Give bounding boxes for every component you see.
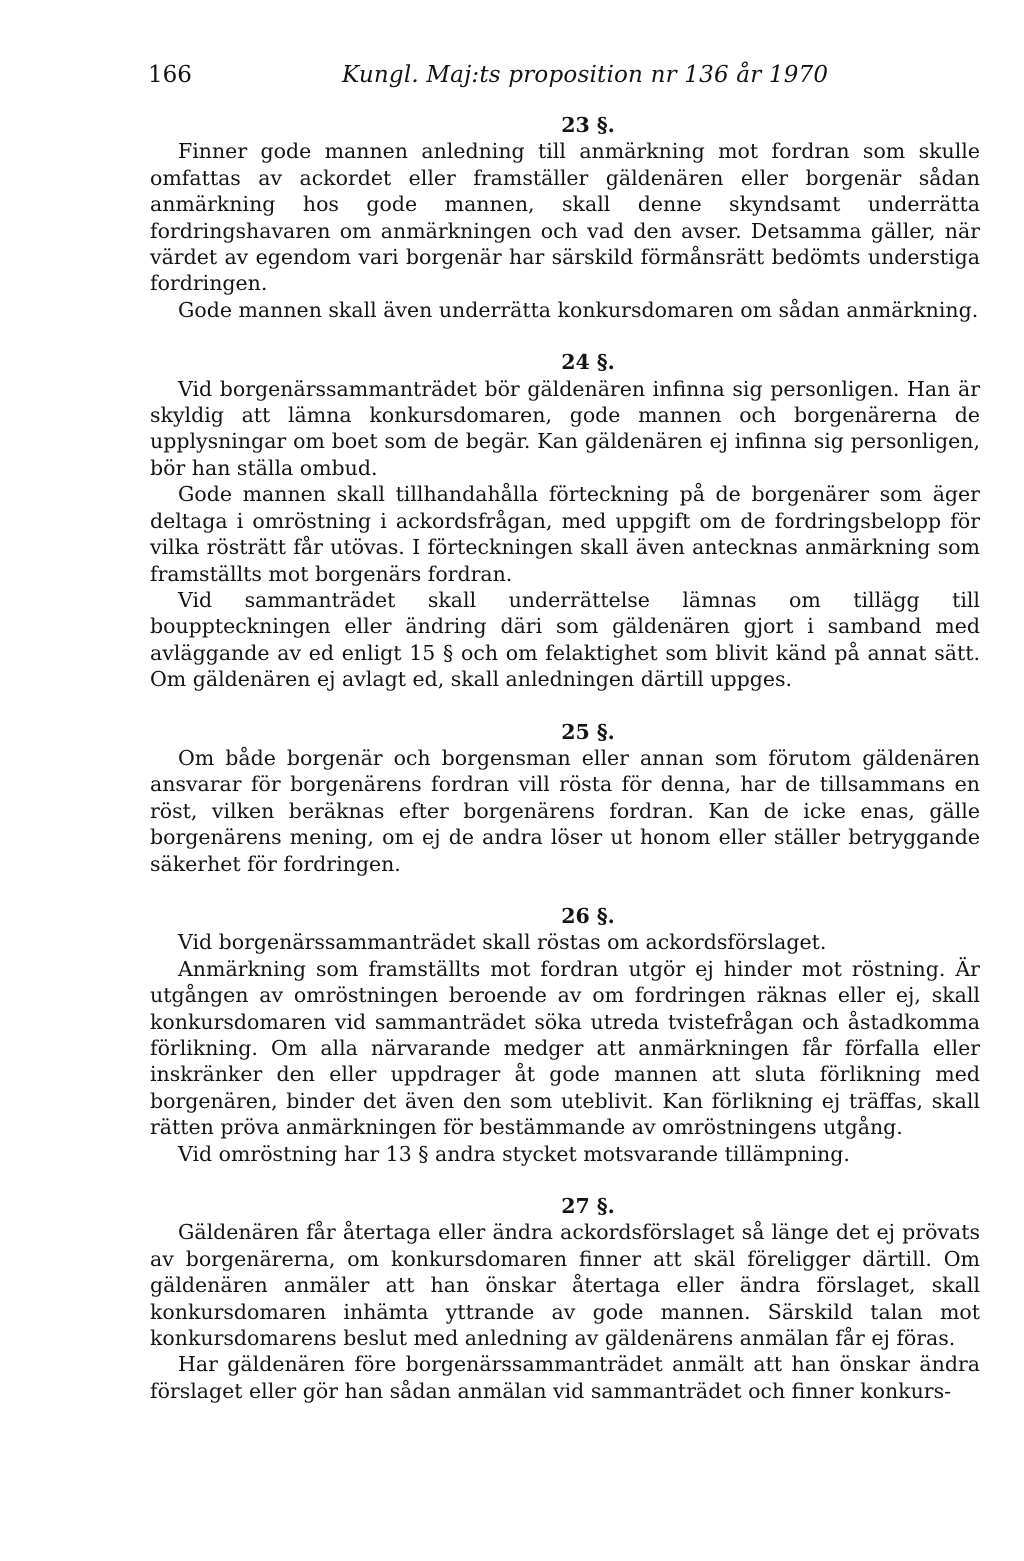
section-heading: 25 §. [561, 719, 615, 744]
page-header [148, 62, 980, 96]
paragraph: Vid omröstning har 13 § andra stycket motsvarande tillämpning. [178, 1141, 850, 1166]
section-heading: 27 §. [561, 1194, 615, 1219]
section-26 [150, 903, 980, 1167]
paragraph: Anmärkning som framställts mot fordran utgör ej hinder mot röstning. Är utgången av omröstningen beroende av om fordringen räknas eller ej, skall konkursdomaren vid sammanträdet söka utreda tvistefrågan och åstadkomma förlikning. Om alla närvarande medger att anmärkningen får förfalla eller inskränker den eller uppdrager åt gode mannen att sluta förlikning med borgenären, binder det även den som uteblivit. Kan förlikning ej träffas, skall rätten pröva anmärkningen för bestämmande av omröstningens utgång. [150, 956, 980, 1140]
paragraph: Finner gode mannen anledning till anmärkning mot fordran som skulle omfattas av ackordet eller framställer gäldenären eller borgenär sådan anmärkning hos gode mannen, skall denne skyndsamt underrätta fordringshavaren om anmärkningen och vad den avser. Detsamma gäller, när värdet av egendom vari borgenär har särskild förmånsrätt bedömts understiga fordringen. [150, 139, 980, 296]
paragraph: Vid borgenärssammanträdet skall röstas om ackordsförslaget. [178, 930, 827, 955]
paragraph: Gäldenären får återtaga eller ändra ackordsförslaget så länge det ej prövats av borgenärerna, om konkursdomaren finner att skäl föreligger därtill. Om gäldenären anmäler att han önskar återtaga eller ändra förslaget, skall konkursdomaren inhämta yttrande av gode mannen. Särskild talan mot konkursdomarens beslut med anledning av gäldenärens anmälan får ej föras. [150, 1220, 980, 1351]
section-heading: 24 §. [561, 350, 615, 375]
running-title: Kungl. Maj:ts proposition nr 136 år 1970 [342, 62, 829, 88]
paragraph: Om både borgenär och borgensman eller annan som förutom gäldenären ansvarar för borgenärens fordran vill rösta för denna, har de tillsammans en röst, vilken beräknas efter borgenärens fordran. Kan de icke enas, gälle borgenärens mening, om ej de andra löser ut honom eller ställer betryggande säkerhet för fordringen. [150, 745, 980, 876]
paragraph: Gode mannen skall tillhandahålla förteckning på de borgenärer som äger deltaga i omröstning i ackordsfrågan, med uppgift om de fordringsbelopp för vilka rösträtt får utövas. I förteckningen skall även antecknas anmärkning som framställts mot borgenärs fordran. [150, 482, 980, 586]
section-25 [150, 719, 980, 877]
page-number: 166 [148, 62, 192, 88]
section-heading: 23 §. [561, 113, 615, 137]
section-heading: 26 §. [561, 903, 615, 928]
paragraph: Vid borgenärssammanträdet bör gäldenären infinna sig personligen. Han är skyldig att lämna konkursdomaren, gode mannen och borgenärerna de upplysningar om boet som de begär. Kan gäldenären ej infinna sig personligen, bör han ställa ombud. [150, 376, 980, 480]
paragraph: Gode mannen skall även underrätta konkursdomaren om sådan anmärkning. [178, 297, 979, 322]
section-27 [150, 1193, 980, 1404]
section-23 [150, 112, 980, 323]
paragraph: Vid sammanträdet skall underrättelse lämnas om tillägg till bouppteckningen eller ändring däri som gäldenären gjort i samband med avläggande av ed enligt 15 § och om felaktighet som blivit känd på annat sätt. Om gäldenären ej avlagt ed, skall anledningen därtill uppges. [150, 587, 980, 692]
body-text [150, 112, 980, 1404]
section-24 [150, 349, 980, 692]
paragraph: Har gäldenären före borgenärssammanträdet anmält att han önskar ändra förslaget eller gör han sådan anmälan vid sammanträdet och finner konkurs- [150, 1352, 980, 1403]
